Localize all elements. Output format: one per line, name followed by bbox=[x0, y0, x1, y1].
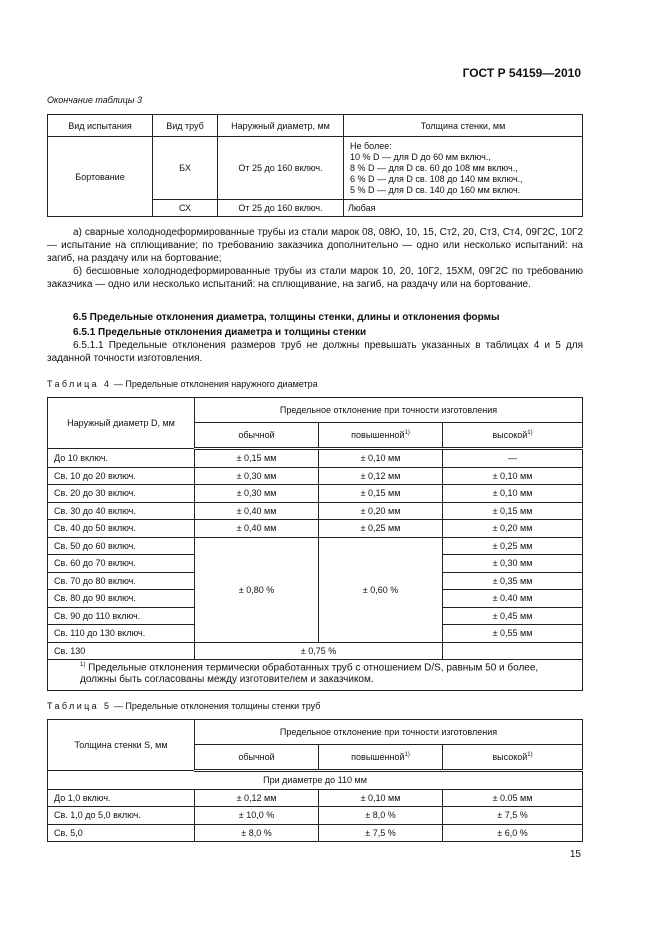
col-high: высокой$^{1)}$ bbox=[443, 423, 583, 449]
page-number: 15 bbox=[569, 849, 581, 860]
table3-caption: Окончание таблицы 3 bbox=[47, 95, 142, 105]
document-id: ГОСТ Р 54159—2010 bbox=[462, 66, 581, 80]
table-row: Св. 1,0 до 5,0 включ. ± 10,0 % ± 8,0 % ± 7,5 % bbox=[48, 807, 583, 825]
col-ordinary: обычной bbox=[195, 423, 319, 449]
table-row: До 10 включ. ± 0,15 мм ± 0,10 мм — bbox=[48, 449, 583, 468]
pipe-type-cell: БХ bbox=[153, 137, 218, 200]
table-row: Св. 30 до 40 включ. ± 0,40 мм ± 0,20 мм ± 0,15 мм bbox=[48, 502, 583, 520]
table-5 bbox=[47, 719, 583, 842]
col-deviation-group: Предельное отклонение при точности изготовления bbox=[195, 720, 583, 745]
table4-caption bbox=[47, 379, 318, 389]
section-row: При диаметре до 110 мм bbox=[48, 771, 583, 790]
wall-limits-cell bbox=[344, 137, 583, 200]
paragraph-6-5-1-1: 6.5.1.1 Предельные отклонения размеров труб не должны превышать указанных в таблицах 4 и 5 для заданной точности изготовления. bbox=[47, 340, 583, 364]
table-4 bbox=[47, 397, 583, 660]
footnote-text: Предельные отклонения термически обработанных труб с отношением D/S, равным 50 и более, должны быть согласованы между изготовителем и заказчиком. bbox=[80, 662, 539, 686]
table-row: Св. 10 до 20 включ. ± 0,30 мм ± 0,12 мм ± 0,10 мм bbox=[48, 467, 583, 485]
col-outer-diameter: Наружный диаметр, мм bbox=[218, 115, 344, 137]
wall-cell: Любая bbox=[344, 200, 583, 217]
table5-caption bbox=[47, 701, 320, 711]
paragraph-b: б) бесшовные холоднодеформированные трубы из стали марок 10, 20, 10Г2, 15ХМ, 09Г2С по требованию заказчика — одно или несколько испытаний: на сплющивание, на загиб, на раздачу или на бортование. bbox=[47, 266, 583, 290]
limit-line: 8 % D — для D св. 60 до 108 мм включ., bbox=[350, 162, 518, 173]
footnote-mark: 1) bbox=[80, 662, 86, 668]
table-3 bbox=[47, 114, 583, 217]
table-row: Св. 50 до 60 включ. ± 0,80 % ± 0,60 % ± 0,25 мм bbox=[48, 537, 583, 555]
pipe-type-cell: СХ bbox=[153, 200, 218, 217]
col-wall-thickness: Толщина стенки, мм bbox=[344, 115, 583, 137]
table4-title: — Предельные отклонения наружного диаметра bbox=[113, 379, 318, 389]
limit-line: 6 % D — для D св. 108 до 140 мм включ., bbox=[350, 173, 523, 184]
limit-line: 5 % D — для D св. 140 до 160 мм включ. bbox=[350, 184, 521, 195]
col-ordinary: обычной bbox=[195, 745, 319, 771]
diameter-cell: От 25 до 160 включ. bbox=[218, 137, 344, 200]
table-row: Св. 90 до 110 включ. ± 0,45 мм bbox=[48, 607, 583, 625]
test-type-cell: Бортование bbox=[48, 137, 153, 217]
table5-title: — Предельные отклонения толщины стенки труб bbox=[113, 701, 321, 711]
col-deviation-group: Предельное отклонение при точности изготовления bbox=[195, 398, 583, 423]
table-row: Св. 70 до 80 включ. ± 0,35 мм bbox=[48, 572, 583, 590]
limit-line: 10 % D — для D до 60 мм включ., bbox=[350, 151, 491, 162]
heading-6-5: 6.5 Предельные отклонения диаметра, толщины стенки, длины и отклонения формы bbox=[73, 312, 500, 323]
col-outer-diameter-D: Наружный диаметр D, мм bbox=[48, 398, 195, 449]
col-test-type: Вид испытания bbox=[48, 115, 153, 137]
table-row: Св. 40 до 50 включ. ± 0,40 мм ± 0,25 мм ± 0,20 мм bbox=[48, 520, 583, 538]
table-row: Св. 80 до 90 включ. ± 0.40 мм bbox=[48, 590, 583, 608]
paragraph-a: а) сварные холоднодеформированные трубы из стали марок 08, 08Ю, 10, 15, Ст2, 20, Ст3, Ст4, 09Г2С, 10Г2 — испытание на сплющивание; по требованию заказчика дополнительно — одно или несколько испытаний: на загиб, на раздачу или на бортование; bbox=[47, 227, 583, 264]
table-row: До 1,0 включ. ± 0,12 мм ± 0,10 мм ± 0.05 мм bbox=[48, 789, 583, 807]
col-increased: повышенной$^{1)}$ bbox=[319, 423, 443, 449]
table5-label: Таблица 5 bbox=[47, 701, 112, 711]
table-row: Св. 20 до 30 включ. ± 0,30 мм ± 0,15 мм ± 0,10 мм bbox=[48, 485, 583, 503]
merged-increased-cell: ± 0,60 % bbox=[319, 537, 443, 642]
table-row: Св. 130 ± 0,75 % bbox=[48, 642, 583, 660]
merged-ordinary-cell: ± 0,80 % bbox=[195, 537, 319, 642]
table-row: Св. 5,0 ± 8,0 % ± 7,5 % ± 6,0 % bbox=[48, 824, 583, 842]
table4-label: Таблица 4 bbox=[47, 379, 112, 389]
col-increased: повышенной$^{1)}$ bbox=[319, 745, 443, 771]
table-row: Св. 60 до 70 включ. ± 0,30 мм bbox=[48, 555, 583, 573]
limit-line: Не более: bbox=[350, 140, 392, 151]
col-pipe-type: Вид труб bbox=[153, 115, 218, 137]
table-row: Св. 110 до 130 включ. ± 0,55 мм bbox=[48, 625, 583, 643]
diameter-cell: От 25 до 160 включ. bbox=[218, 200, 344, 217]
table4-footnote bbox=[47, 655, 583, 691]
col-high: высокой$^{1)}$ bbox=[443, 745, 583, 771]
col-wall-thickness-S: Толщина стенки S, мм bbox=[48, 720, 195, 771]
heading-6-5-1: 6.5.1 Предельные отклонения диаметра и толщины стенки bbox=[73, 327, 367, 338]
